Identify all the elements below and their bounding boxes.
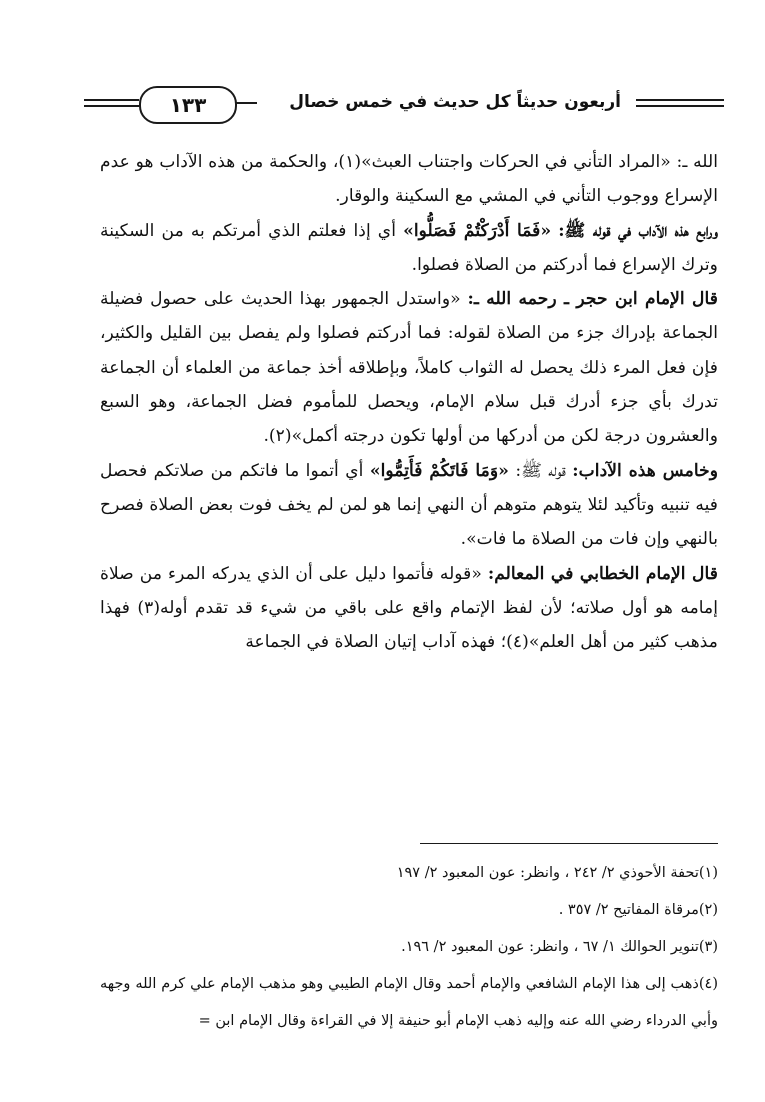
page-number: ١٣٣	[139, 86, 237, 124]
paragraph-3	[100, 282, 718, 453]
page-header	[84, 86, 724, 126]
paragraph-5-text: «قوله فأتموا دليل على أن الذي يدركه المرء من صلاة إمامه هو أول صلاته؛ لأن لفظ الإتمام واقع على باقي من شيء قد تقدم أوله(٣) فهذا مذهب كثير من أهل العلم»(٤)؛ فهذه آداب إتيان الصلاة في الجماعة	[100, 563, 719, 653]
header-rule-right-lower	[636, 105, 724, 107]
main-text	[100, 145, 718, 659]
paragraph-4-text: أي أتموا ما فاتكم من صلاتكم فحصل فيه تنبيه وتأكيد لئلا يتوهم متوهم أن النهي إنما هو لمن لم يخف فوت بعض الصلاة فصرح بالنهي وإن فات من الصلاة ما فات».	[100, 460, 718, 550]
paragraph-2	[100, 214, 718, 283]
paragraph-2-lead: ورابع هذه الآداب في قوله ﷺ:	[558, 220, 719, 241]
running-title: أربعون حديثاً كل حديث في خمس خصال	[289, 92, 621, 112]
paragraph-4-mid: قوله ﷺ:	[515, 460, 566, 481]
footnote-3: (٣)تنوير الحوالك ١/ ٦٧ ، وانظر: عون المعبود ٢/ ١٩٦.	[401, 939, 718, 955]
hadith-quote-2: «وَمَا فَاتَكُمْ فَأَتِمُّوا»	[369, 460, 509, 481]
header-rule-left-lower	[84, 105, 139, 107]
paragraph-1-text: الله ـ: «المراد التأني في الحركات واجتناب العبث»(١)، والحكمة من هذه الآداب هو عدم الإسراع ووجوب التأني في المشي مع السكينة والوقار.	[100, 152, 719, 207]
header-rule-right	[636, 99, 724, 101]
footnotes	[100, 855, 718, 1040]
footnote-4: (٤)ذهب إلى هذا الإمام الشافعي والإمام أحمد وقال الإمام الطيبي وهو مذهب الإمام علي كرم الله وجهه وأبي الدرداء رضي الله عنه وإليه ذهب الإمام أبو حنيفة إلا في القراءة وقال الإمام ابن =	[100, 976, 718, 1029]
paragraph-3-text: «واستدل الجمهور بهذا الحديث على حصول فضيلة الجماعة بإدراك جزء من الصلاة لقوله: فما أدركتم فصلوا ولم يفصل بين القليل والكثير، فإن فعل المرء ذلك يحصل له الثواب كاملاً، وبإطلاقه أخذ جماعة من العلماء أن الجماعة تدرك بأي جزء أدرك قبل سلام الإمام، ويحصل للمأموم فضل الجماعة، وهو السبع والعشرون درجة لكن من أدركها من أولها تكون درجته أكمل»(٢).	[100, 289, 718, 447]
paragraph-2-text: أي إذا فعلتم الذي أمرتكم به من السكينة وترك الإسراع فما أدركتم من الصلاة فصلوا.	[100, 220, 718, 275]
paragraph-3-lead: قال الإمام ابن حجر ـ رحمه الله ـ:	[467, 289, 718, 310]
hadith-quote-1: «فَمَا أَدْرَكْتُمْ فَصَلُّوا»	[403, 220, 552, 241]
paragraph-4-lead: وخامس هذه الآداب:	[572, 460, 719, 481]
paragraph-5-lead: قال الإمام الخطابي في المعالم:	[487, 563, 718, 584]
paragraph-5	[100, 557, 718, 660]
paragraph-1	[100, 145, 718, 214]
header-rule-left	[84, 99, 139, 101]
paragraph-4	[100, 454, 718, 557]
footnote-2: (٢)مرقاة المفاتيح ٢/ ٣٥٧ .	[558, 902, 718, 918]
footnote-separator	[420, 843, 718, 844]
footnote-1: (١)تحفة الأحوذي ٢/ ٢٤٢ ، وانظر: عون المعبود ٢/ ١٩٧	[396, 865, 718, 881]
